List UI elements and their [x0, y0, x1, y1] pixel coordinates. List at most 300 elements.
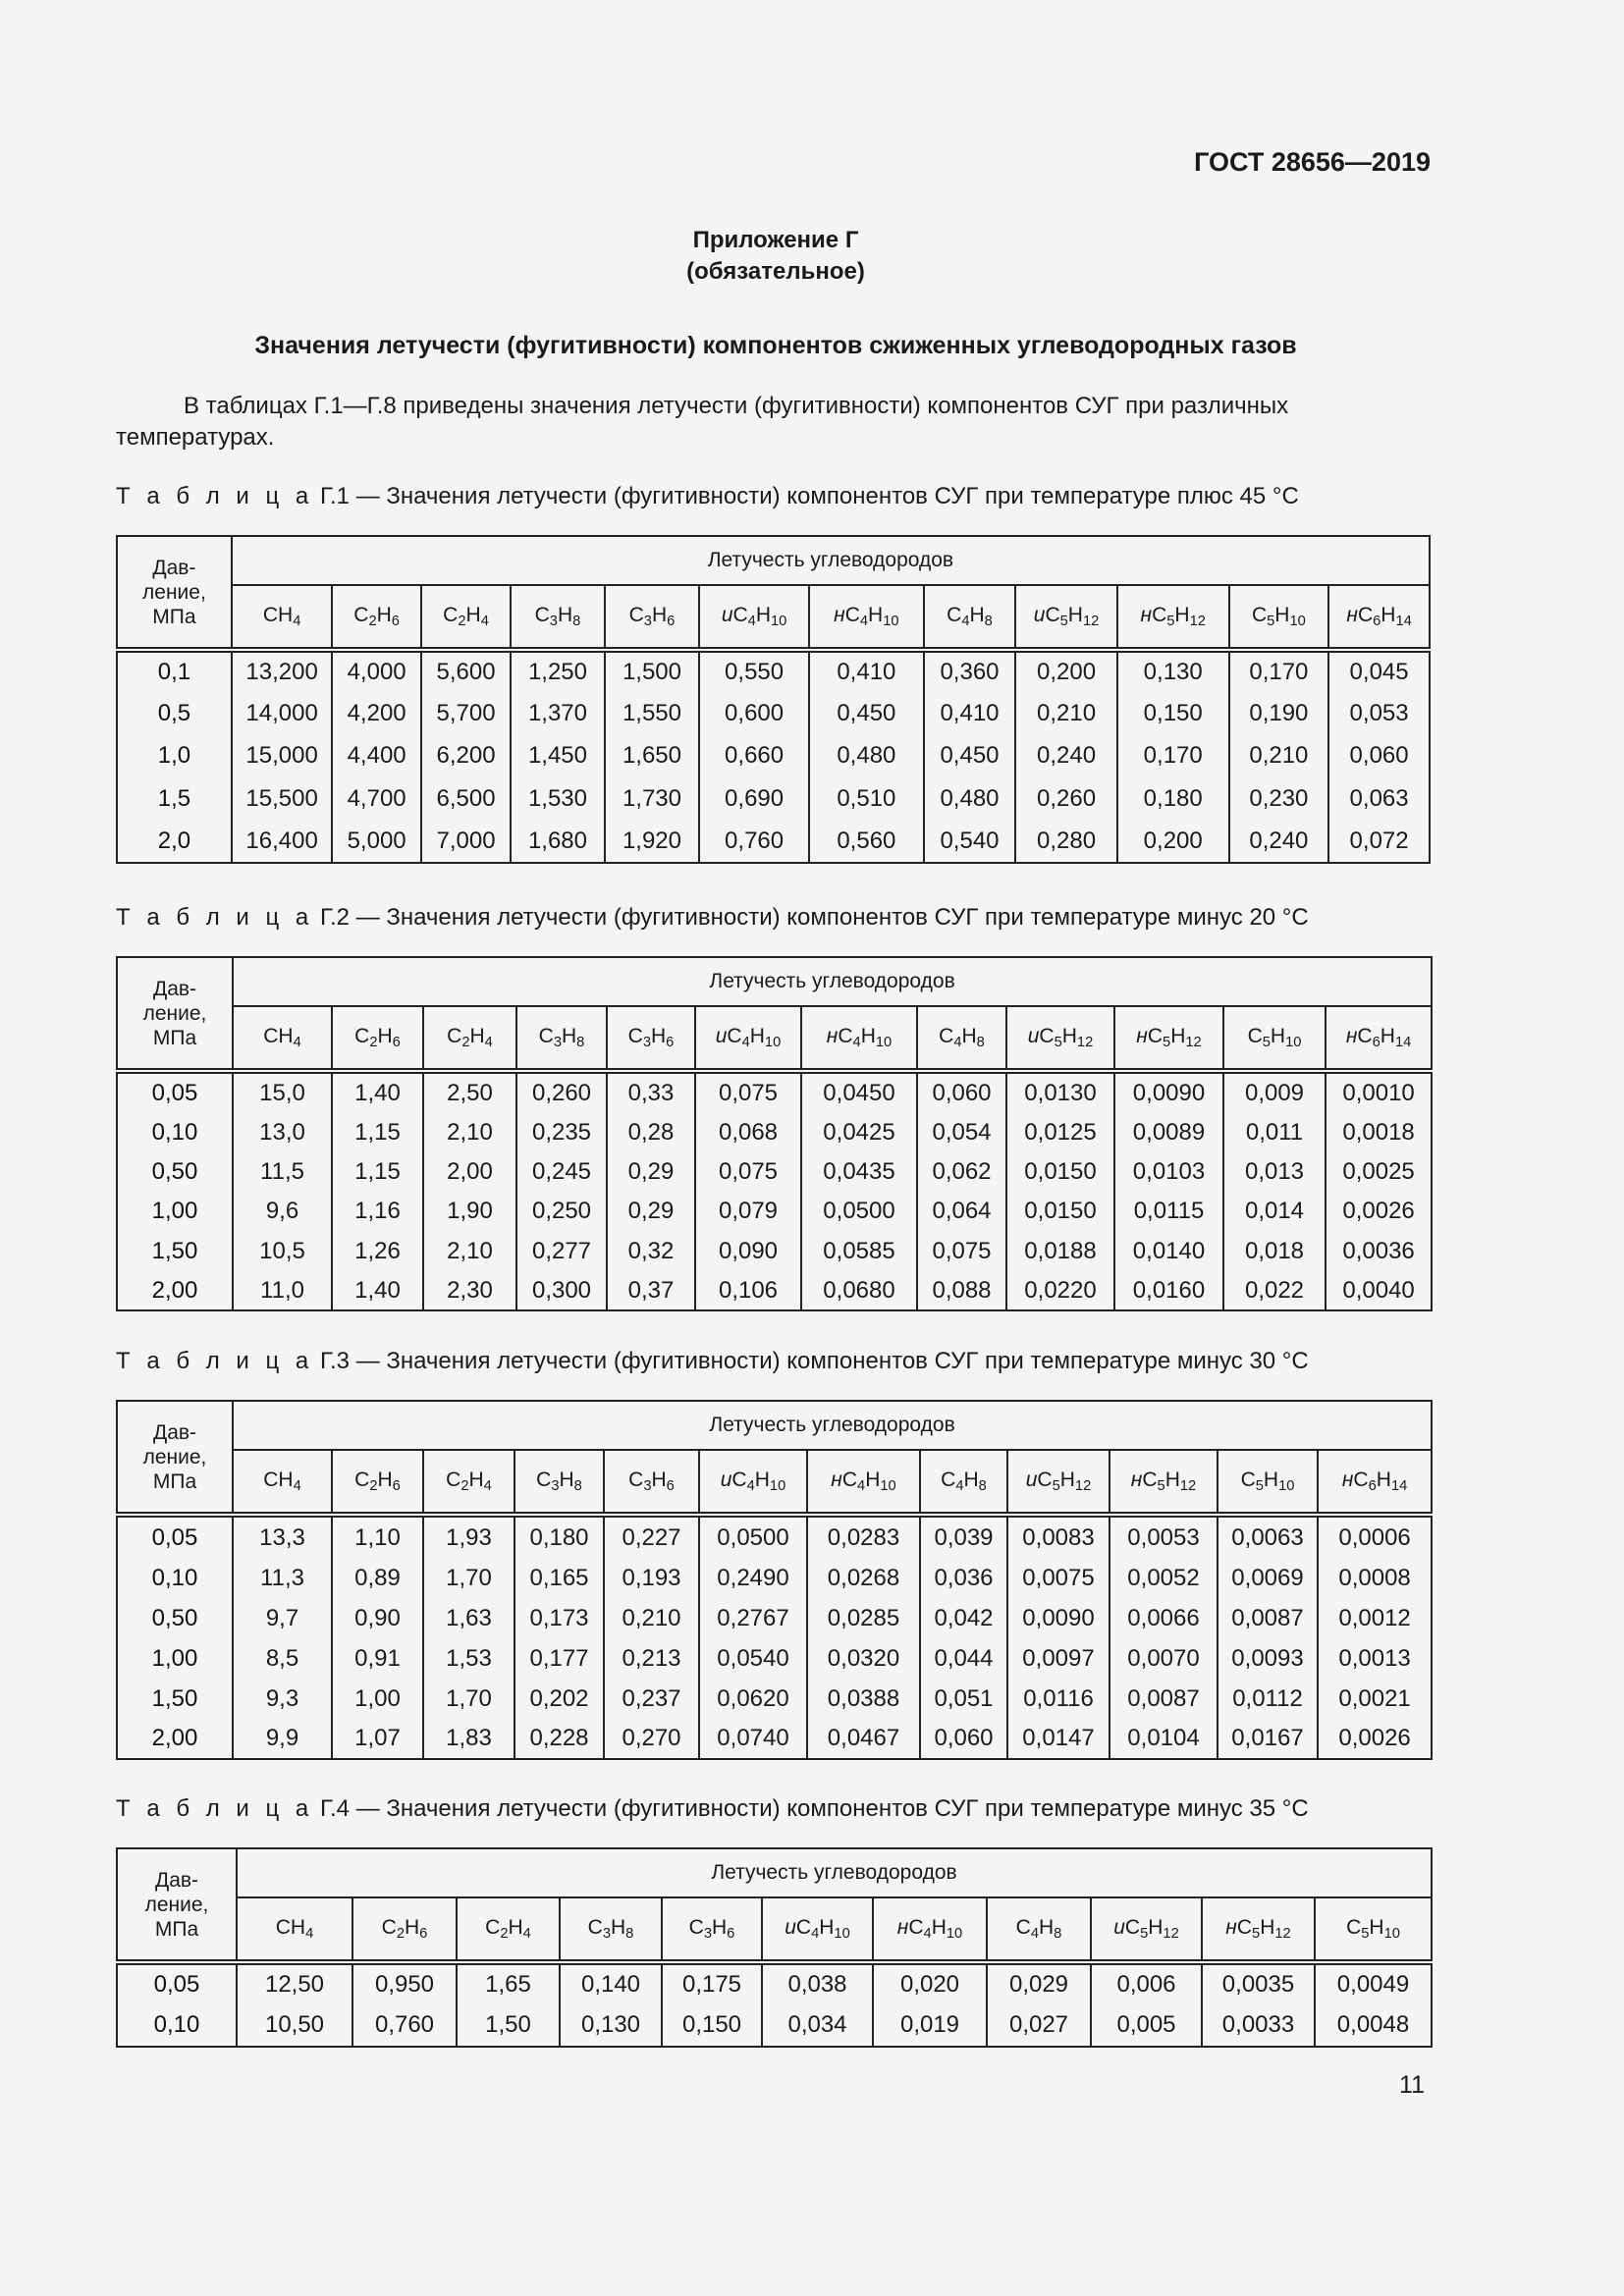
value-cell: 0,660	[699, 734, 809, 777]
value-cell: 16,400	[232, 820, 333, 863]
appendix-heading	[0, 225, 1551, 288]
value-cell: 0,0112	[1218, 1679, 1318, 1719]
value-cell: 0,0083	[1007, 1515, 1110, 1558]
component-header: $C_3H_6$	[604, 1450, 699, 1515]
value-cell: 0,280	[1015, 820, 1117, 863]
fugacity-table-g1	[116, 535, 1431, 864]
table-row	[117, 1558, 1432, 1598]
component-header: $C_4H_8$	[920, 1450, 1007, 1515]
component-header: $иC_5H_{12}$	[1007, 1450, 1110, 1515]
value-cell: 0,051	[920, 1679, 1007, 1719]
value-cell: 0,042	[920, 1598, 1007, 1638]
value-cell: 0,2490	[699, 1558, 807, 1598]
value-cell: 0,0087	[1110, 1679, 1218, 1719]
table-row	[117, 1271, 1432, 1310]
value-cell: 0,0066	[1110, 1598, 1218, 1638]
table-caption-text: Г.1 — Значения летучести (фугитивности) компонентов СУГ при температуре плюс 45 °С	[319, 483, 1299, 509]
value-cell: 0,036	[920, 1558, 1007, 1598]
value-cell: 0,510	[809, 777, 924, 820]
table-label: Т а б л и ц а	[116, 483, 314, 509]
component-header: $нC_6H_{14}$	[1328, 585, 1430, 650]
value-cell: 10,50	[237, 2004, 352, 2047]
group-header: Летучесть углеводородов	[232, 536, 1430, 585]
value-cell: 1,90	[423, 1192, 516, 1231]
value-cell: 0,89	[332, 1558, 423, 1598]
component-header: $C_5H_{10}$	[1229, 585, 1329, 650]
value-cell: 0,165	[514, 1558, 604, 1598]
pressure-cell: 0,50	[117, 1152, 233, 1192]
pressure-cell: 0,05	[117, 1071, 233, 1113]
section-title: Значения летучести (фугитивности) компонентов сжиженных углеводородных газов	[254, 332, 1297, 359]
value-cell: 13,3	[233, 1515, 332, 1558]
value-cell: 0,0087	[1218, 1598, 1318, 1638]
value-cell: 0,0069	[1218, 1558, 1318, 1598]
component-header: $иC_4H_{10}$	[695, 1006, 801, 1071]
value-cell: 0,360	[924, 650, 1015, 692]
table-row	[117, 1152, 1432, 1192]
table-row	[117, 777, 1430, 820]
value-cell: 15,0	[233, 1071, 332, 1113]
component-header: $C_3H_6$	[607, 1006, 695, 1071]
appendix-title: Приложение Г	[692, 227, 859, 253]
value-cell: 0,0450	[801, 1071, 917, 1113]
component-header: $нC_6H_{14}$	[1318, 1450, 1432, 1515]
value-cell: 0,200	[1015, 650, 1117, 692]
value-cell: 0,210	[1229, 734, 1329, 777]
value-cell: 0,213	[604, 1638, 699, 1679]
value-cell: 0,0026	[1326, 1192, 1432, 1231]
value-cell: 0,210	[1015, 692, 1117, 734]
value-cell: 11,3	[233, 1558, 332, 1598]
table-caption-text: Г.2 — Значения летучести (фугитивности) компонентов СУГ при температуре минус 20 °С	[319, 904, 1309, 931]
table-row	[117, 1638, 1432, 1679]
value-cell: 0,237	[604, 1679, 699, 1719]
value-cell: 0,0268	[807, 1558, 920, 1598]
component-header: $CH_4$	[233, 1450, 332, 1515]
value-cell: 0,240	[1229, 820, 1329, 863]
value-cell: 1,93	[423, 1515, 514, 1558]
table-caption-g2	[116, 904, 1309, 932]
value-cell: 0,450	[924, 734, 1015, 777]
value-cell: 0,140	[560, 1962, 662, 2004]
value-cell: 0,0035	[1202, 1962, 1315, 2004]
component-header: $нC_5H_{12}$	[1114, 1006, 1223, 1071]
value-cell: 0,170	[1117, 734, 1229, 777]
value-cell: 0,0097	[1007, 1638, 1110, 1679]
value-cell: 0,0013	[1318, 1638, 1432, 1679]
value-cell: 0,0150	[1006, 1152, 1114, 1192]
value-cell: 0,190	[1229, 692, 1329, 734]
appendix-status: (обязательное)	[686, 258, 865, 285]
value-cell: 0,173	[514, 1598, 604, 1638]
value-cell: 0,180	[1117, 777, 1229, 820]
component-header: $нC_5H_{12}$	[1110, 1450, 1218, 1515]
value-cell: 1,10	[332, 1515, 423, 1558]
table-row	[117, 650, 1430, 692]
value-cell: 11,0	[233, 1271, 332, 1310]
value-cell: 1,70	[423, 1679, 514, 1719]
value-cell: 0,210	[604, 1598, 699, 1638]
value-cell: 0,013	[1223, 1152, 1326, 1192]
value-cell: 0,060	[917, 1071, 1006, 1113]
value-cell: 0,0090	[1007, 1598, 1110, 1638]
value-cell: 0,150	[1117, 692, 1229, 734]
pressure-cell: 0,50	[117, 1598, 233, 1638]
value-cell: 0,37	[607, 1271, 695, 1310]
value-cell: 0,011	[1223, 1113, 1326, 1152]
value-cell: 0,0388	[807, 1679, 920, 1719]
component-header: $иC_4H_{10}$	[762, 1897, 873, 1962]
value-cell: 0,0090	[1114, 1071, 1223, 1113]
component-header: $C_2H_4$	[421, 585, 511, 650]
table-caption-g1	[116, 483, 1299, 510]
value-cell: 1,63	[423, 1598, 514, 1638]
value-cell: 0,90	[332, 1598, 423, 1638]
value-cell: 0,175	[662, 1962, 762, 2004]
value-cell: 0,044	[920, 1638, 1007, 1679]
pressure-cell: 0,05	[117, 1962, 237, 2004]
value-cell: 0,0075	[1007, 1558, 1110, 1598]
value-cell: 0,410	[809, 650, 924, 692]
value-cell: 0,0116	[1007, 1679, 1110, 1719]
component-header: $иC_5H_{12}$	[1091, 1897, 1202, 1962]
value-cell: 0,062	[917, 1152, 1006, 1192]
value-cell: 0,0036	[1326, 1231, 1432, 1271]
table-row	[117, 1192, 1432, 1231]
table-row	[117, 1679, 1432, 1719]
value-cell: 0,32	[607, 1231, 695, 1271]
value-cell: 1,15	[332, 1152, 423, 1192]
pressure-header: Дав- ление, МПа	[117, 536, 232, 650]
value-cell: 0,0130	[1006, 1071, 1114, 1113]
component-header: $CH_4$	[237, 1897, 352, 1962]
value-cell: 0,079	[695, 1192, 801, 1231]
value-cell: 0,760	[699, 820, 809, 863]
value-cell: 1,07	[332, 1719, 423, 1759]
value-cell: 0,91	[332, 1638, 423, 1679]
component-header: $нC_4H_{10}$	[807, 1450, 920, 1515]
value-cell: 9,3	[233, 1679, 332, 1719]
component-header: $C_2H_4$	[457, 1897, 560, 1962]
value-cell: 1,500	[605, 650, 700, 692]
value-cell: 0,260	[516, 1071, 607, 1113]
component-header: $C_2H_4$	[423, 1450, 514, 1515]
table-row	[117, 1962, 1432, 2004]
value-cell: 0,270	[604, 1719, 699, 1759]
value-cell: 0,0425	[801, 1113, 917, 1152]
value-cell: 1,450	[511, 734, 604, 777]
value-cell: 0,005	[1091, 2004, 1202, 2047]
table-label: Т а б л и ц а	[116, 1348, 314, 1374]
value-cell: 0,0188	[1006, 1231, 1114, 1271]
value-cell: 0,0435	[801, 1152, 917, 1192]
value-cell: 0,106	[695, 1271, 801, 1310]
value-cell: 1,250	[511, 650, 604, 692]
value-cell: 0,090	[695, 1231, 801, 1271]
value-cell: 2,00	[423, 1152, 516, 1192]
value-cell: 0,038	[762, 1962, 873, 2004]
value-cell: 1,550	[605, 692, 700, 734]
value-cell: 6,500	[421, 777, 511, 820]
value-cell: 0,410	[924, 692, 1015, 734]
table-label: Т а б л и ц а	[116, 1795, 314, 1822]
value-cell: 0,150	[662, 2004, 762, 2047]
component-header: $CH_4$	[232, 585, 333, 650]
pressure-cell: 0,5	[117, 692, 232, 734]
value-cell: 1,16	[332, 1192, 423, 1231]
pressure-cell: 1,5	[117, 777, 232, 820]
value-cell: 0,0006	[1318, 1515, 1432, 1558]
pressure-cell: 0,10	[117, 1558, 233, 1598]
value-cell: 0,480	[924, 777, 1015, 820]
value-cell: 0,950	[352, 1962, 457, 2004]
component-header: $C_2H_6$	[332, 585, 420, 650]
value-cell: 0,0040	[1326, 1271, 1432, 1310]
value-cell: 1,530	[511, 777, 604, 820]
value-cell: 1,83	[423, 1719, 514, 1759]
value-cell: 2,10	[423, 1231, 516, 1271]
value-cell: 0,0008	[1318, 1558, 1432, 1598]
pressure-header: Дав- ление, МПа	[117, 1401, 233, 1515]
value-cell: 1,00	[332, 1679, 423, 1719]
value-cell: 0,0585	[801, 1231, 917, 1271]
component-header: $иC_5H_{12}$	[1006, 1006, 1114, 1071]
pressure-header: Дав- ление, МПа	[117, 1848, 237, 1962]
pressure-cell: 2,0	[117, 820, 232, 863]
value-cell: 0,450	[809, 692, 924, 734]
value-cell: 5,600	[421, 650, 511, 692]
value-cell: 0,0740	[699, 1719, 807, 1759]
value-cell: 0,193	[604, 1558, 699, 1598]
component-header: $CH_4$	[233, 1006, 332, 1071]
value-cell: 0,088	[917, 1271, 1006, 1310]
value-cell: 0,760	[352, 2004, 457, 2047]
component-header: $нC_5H_{12}$	[1117, 585, 1229, 650]
component-header: $иC_5H_{12}$	[1015, 585, 1117, 650]
component-header: $C_2H_6$	[332, 1450, 423, 1515]
value-cell: 0,075	[695, 1152, 801, 1192]
value-cell: 1,730	[605, 777, 700, 820]
value-cell: 1,370	[511, 692, 604, 734]
value-cell: 0,28	[607, 1113, 695, 1152]
component-header: $иC_4H_{10}$	[699, 585, 809, 650]
pressure-cell: 2,00	[117, 1719, 233, 1759]
value-cell: 0,027	[987, 2004, 1091, 2047]
value-cell: 0,064	[917, 1192, 1006, 1231]
table-caption-g3	[116, 1348, 1309, 1375]
value-cell: 0,29	[607, 1192, 695, 1231]
value-cell: 0,0150	[1006, 1192, 1114, 1231]
pressure-cell: 0,10	[117, 1113, 233, 1152]
value-cell: 12,50	[237, 1962, 352, 2004]
component-header: $C_5H_{10}$	[1315, 1897, 1432, 1962]
value-cell: 1,650	[605, 734, 700, 777]
value-cell: 9,9	[233, 1719, 332, 1759]
value-cell: 4,400	[332, 734, 420, 777]
group-header: Летучесть углеводородов	[233, 1401, 1432, 1450]
value-cell: 0,022	[1223, 1271, 1326, 1310]
component-header: $C_5H_{10}$	[1223, 1006, 1326, 1071]
value-cell: 0,690	[699, 777, 809, 820]
value-cell: 0,33	[607, 1071, 695, 1113]
value-cell: 0,130	[1117, 650, 1229, 692]
value-cell: 0,0049	[1315, 1962, 1432, 2004]
value-cell: 0,250	[516, 1192, 607, 1231]
value-cell: 0,0018	[1326, 1113, 1432, 1152]
value-cell: 0,063	[1328, 777, 1430, 820]
component-header: $C_3H_8$	[511, 585, 604, 650]
component-header: $C_4H_8$	[924, 585, 1015, 650]
value-cell: 0,060	[920, 1719, 1007, 1759]
value-cell: 4,200	[332, 692, 420, 734]
page-number: 11	[1399, 2071, 1425, 2099]
value-cell: 0,0103	[1114, 1152, 1223, 1192]
table-row	[117, 1719, 1432, 1759]
value-cell: 0,177	[514, 1638, 604, 1679]
value-cell: 15,500	[232, 777, 333, 820]
value-cell: 4,000	[332, 650, 420, 692]
value-cell: 0,0680	[801, 1271, 917, 1310]
value-cell: 0,2767	[699, 1598, 807, 1638]
value-cell: 0,560	[809, 820, 924, 863]
component-header: $нC_4H_{10}$	[809, 585, 924, 650]
value-cell: 15,000	[232, 734, 333, 777]
value-cell: 0,072	[1328, 820, 1430, 863]
value-cell: 0,245	[516, 1152, 607, 1192]
value-cell: 8,5	[233, 1638, 332, 1679]
value-cell: 9,6	[233, 1192, 332, 1231]
value-cell: 0,039	[920, 1515, 1007, 1558]
value-cell: 0,019	[873, 2004, 987, 2047]
value-cell: 0,014	[1223, 1192, 1326, 1231]
value-cell: 0,0012	[1318, 1598, 1432, 1638]
value-cell: 0,0070	[1110, 1638, 1218, 1679]
value-cell: 0,202	[514, 1679, 604, 1719]
value-cell: 0,227	[604, 1515, 699, 1558]
value-cell: 0,0053	[1110, 1515, 1218, 1558]
value-cell: 0,0620	[699, 1679, 807, 1719]
table-caption-g4	[116, 1795, 1309, 1823]
table-row	[117, 820, 1430, 863]
value-cell: 1,70	[423, 1558, 514, 1598]
value-cell: 0,300	[516, 1271, 607, 1310]
value-cell: 0,0093	[1218, 1638, 1318, 1679]
value-cell: 0,068	[695, 1113, 801, 1152]
value-cell: 0,0021	[1318, 1679, 1432, 1719]
table-row	[117, 1071, 1432, 1113]
value-cell: 0,045	[1328, 650, 1430, 692]
value-cell: 5,700	[421, 692, 511, 734]
component-header: $C_3H_8$	[560, 1897, 662, 1962]
value-cell: 0,170	[1229, 650, 1329, 692]
value-cell: 13,0	[233, 1113, 332, 1152]
table-caption-text: Г.3 — Значения летучести (фугитивности) компонентов СУГ при температуре минус 30 °С	[319, 1348, 1309, 1374]
value-cell: 0,0140	[1114, 1231, 1223, 1271]
value-cell: 0,0500	[801, 1192, 917, 1231]
value-cell: 0,075	[917, 1231, 1006, 1271]
table-row	[117, 2004, 1432, 2047]
value-cell: 0,0320	[807, 1638, 920, 1679]
value-cell: 11,5	[233, 1152, 332, 1192]
value-cell: 0,540	[924, 820, 1015, 863]
value-cell: 5,000	[332, 820, 420, 863]
value-cell: 13,200	[232, 650, 333, 692]
value-cell: 0,235	[516, 1113, 607, 1152]
value-cell: 0,0052	[1110, 1558, 1218, 1598]
value-cell: 0,006	[1091, 1962, 1202, 2004]
pressure-cell: 0,1	[117, 650, 232, 692]
pressure-cell: 1,00	[117, 1638, 233, 1679]
value-cell: 0,0125	[1006, 1113, 1114, 1152]
value-cell: 2,30	[423, 1271, 516, 1310]
value-cell: 0,0033	[1202, 2004, 1315, 2047]
value-cell: 0,200	[1117, 820, 1229, 863]
pressure-cell: 1,50	[117, 1679, 233, 1719]
table-row	[117, 1113, 1432, 1152]
pressure-cell: 1,00	[117, 1192, 233, 1231]
pressure-cell: 0,05	[117, 1515, 233, 1558]
value-cell: 10,5	[233, 1231, 332, 1271]
value-cell: 1,50	[457, 2004, 560, 2047]
value-cell: 0,054	[917, 1113, 1006, 1152]
component-header: $C_2H_6$	[332, 1006, 423, 1071]
value-cell: 0,0147	[1007, 1719, 1110, 1759]
value-cell: 0,480	[809, 734, 924, 777]
component-header: $C_5H_{10}$	[1218, 1450, 1318, 1515]
value-cell: 0,0285	[807, 1598, 920, 1638]
pressure-header: Дав- ление, МПа	[117, 957, 233, 1071]
intro-paragraph: В таблицах Г.1—Г.8 приведены значения летучести (фугитивности) компонентов СУГ при различных температурах.	[116, 393, 1289, 451]
component-header: $C_3H_6$	[605, 585, 700, 650]
value-cell: 1,40	[332, 1271, 423, 1310]
component-header: $C_4H_8$	[987, 1897, 1091, 1962]
value-cell: 0,260	[1015, 777, 1117, 820]
value-cell: 0,0026	[1318, 1719, 1432, 1759]
value-cell: 0,029	[987, 1962, 1091, 2004]
table-caption-text: Г.4 — Значения летучести (фугитивности) компонентов СУГ при температуре минус 35 °С	[319, 1795, 1309, 1822]
value-cell: 0,0010	[1326, 1071, 1432, 1113]
value-cell: 0,034	[762, 2004, 873, 2047]
value-cell: 0,550	[699, 650, 809, 692]
value-cell: 1,65	[457, 1962, 560, 2004]
value-cell: 0,0063	[1218, 1515, 1318, 1558]
value-cell: 6,200	[421, 734, 511, 777]
value-cell: 1,26	[332, 1231, 423, 1271]
value-cell: 0,0104	[1110, 1719, 1218, 1759]
value-cell: 0,0283	[807, 1515, 920, 1558]
component-header: $C_3H_8$	[516, 1006, 607, 1071]
pressure-cell: 2,00	[117, 1271, 233, 1310]
fugacity-table-g2	[116, 956, 1433, 1311]
value-cell: 0,020	[873, 1962, 987, 2004]
value-cell: 0,0160	[1114, 1271, 1223, 1310]
group-header: Летучесть углеводородов	[233, 957, 1432, 1006]
value-cell: 1,15	[332, 1113, 423, 1152]
value-cell: 1,53	[423, 1638, 514, 1679]
component-header: $нC_6H_{14}$	[1326, 1006, 1432, 1071]
value-cell: 0,0167	[1218, 1719, 1318, 1759]
component-header: $C_2H_4$	[423, 1006, 516, 1071]
table-row	[117, 1598, 1432, 1638]
table-row	[117, 1515, 1432, 1558]
component-header: $нC_5H_{12}$	[1202, 1897, 1315, 1962]
value-cell: 1,680	[511, 820, 604, 863]
value-cell: 0,018	[1223, 1231, 1326, 1271]
value-cell: 0,230	[1229, 777, 1329, 820]
table-label: Т а б л и ц а	[116, 904, 314, 931]
value-cell: 0,075	[695, 1071, 801, 1113]
value-cell: 1,40	[332, 1071, 423, 1113]
